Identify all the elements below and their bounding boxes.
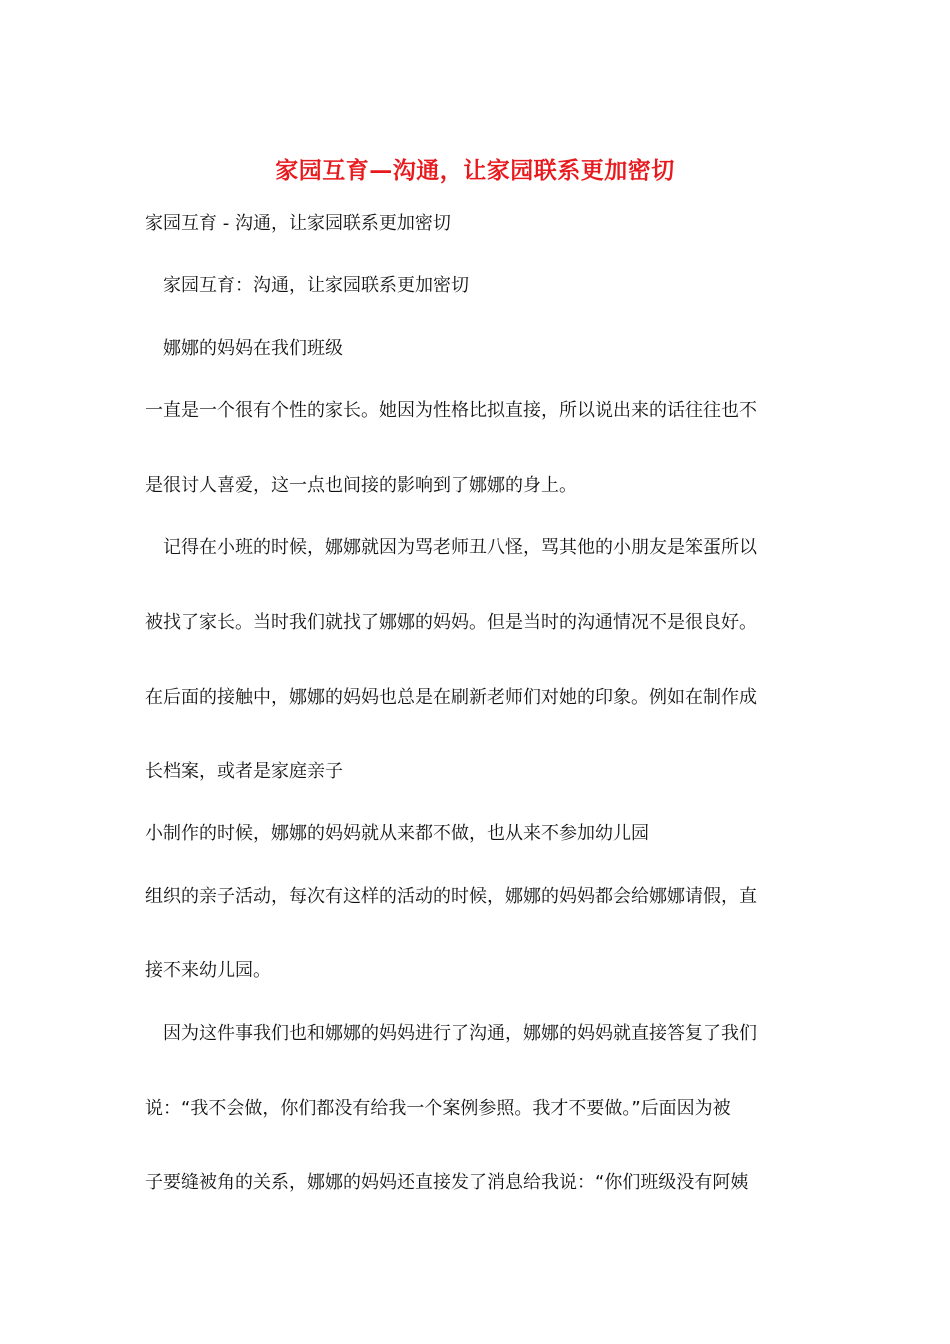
paragraph-line: 娜娜的妈妈在我们班级 <box>163 338 343 359</box>
subtitle-line: 家园互育 - 沟通，让家园联系更加密切 <box>145 213 451 234</box>
paragraph-line: 被找了家长。当时我们就找了娜娜的妈妈。但是当时的沟通情况不是很良好。 <box>145 612 757 633</box>
paragraph-line: 小制作的时候，娜娜的妈妈就从来都不做，也从来不参加幼儿园 <box>145 823 649 844</box>
paragraph-line: 在后面的接触中，娜娜的妈妈也总是在刷新老师们对她的印象。例如在制作成 <box>145 687 757 708</box>
paragraph-line: 长档案，或者是家庭亲子 <box>145 761 343 782</box>
document-title: 家园互育—沟通，让家园联系更加密切 <box>275 157 675 184</box>
paragraph-line: 记得在小班的时候，娜娜就因为骂老师丑八怪，骂其他的小朋友是笨蛋所以 <box>163 537 757 558</box>
paragraph-line: 说：“我不会做，你们都没有给我一个案例参照。我才不要做。”后面因为被 <box>145 1098 731 1119</box>
paragraph-line: 子要缝被角的关系，娜娜的妈妈还直接发了消息给我说：“你们班级没有阿姨 <box>145 1172 749 1193</box>
paragraph-line: 组织的亲子活动，每次有这样的活动的时候，娜娜的妈妈都会给娜娜请假，直 <box>145 886 757 907</box>
paragraph-line: 一直是一个很有个性的家长。她因为性格比拟直接，所以说出来的话往往也不 <box>145 400 757 421</box>
paragraph-line: 因为这件事我们也和娜娜的妈妈进行了沟通，娜娜的妈妈就直接答复了我们 <box>163 1023 757 1044</box>
paragraph-line: 接不来幼儿园。 <box>145 960 271 981</box>
paragraph-line: 家园互育：沟通，让家园联系更加密切 <box>163 275 469 296</box>
paragraph-line: 是很讨人喜爱，这一点也间接的影响到了娜娜的身上。 <box>145 475 577 496</box>
